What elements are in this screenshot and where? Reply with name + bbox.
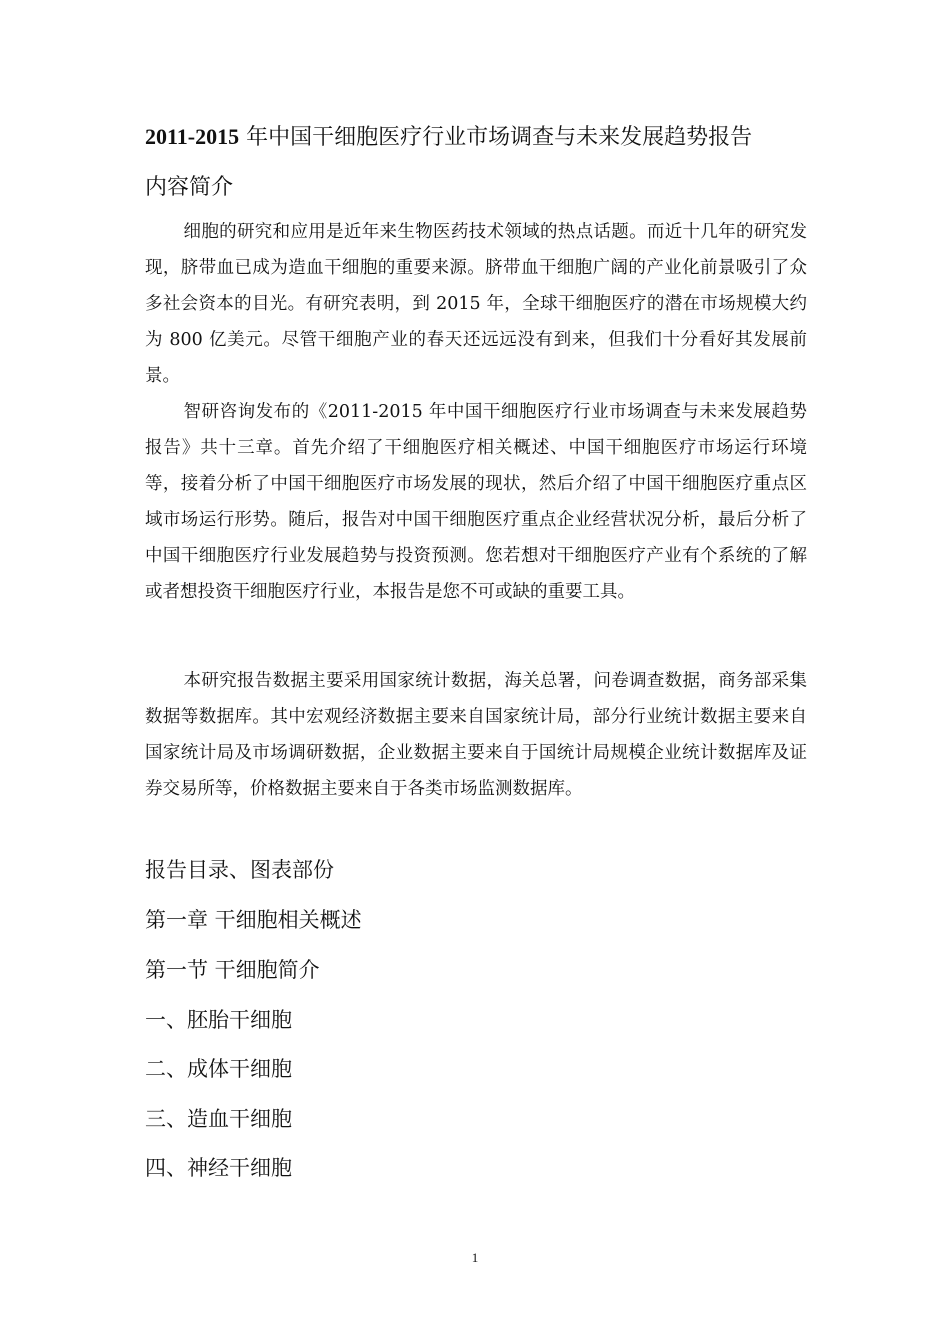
summary-paragraph-1: 细胞的研究和应用是近年来生物医药技术领域的热点话题。而近十几年的研究发现，脐带血已成为造血干细胞的重要来源。脐带血干细胞广阔的产业化前景吸引了众多社会资本的目光。有研究表明，到 2015 年，全球干细胞医疗的潜在市场规模大约为 800 亿美元。尽管干细胞产业的春天还远远没有到来，但我们十分看好其发展前景。 xyxy=(145,222,807,386)
toc-chapter-1: 第一章 干细胞相关概述 xyxy=(145,908,362,932)
report-title-text: 年中国干细胞医疗行业市场调查与未来发展趋势报告 xyxy=(239,125,753,150)
toc-item-adult: 二、成体干细胞 xyxy=(145,1057,292,1081)
summary-paragraph-2: 智研咨询发布的《2011-2015 年中国干细胞医疗行业市场调查与未来发展趋势报告》共十三章。首先介绍了干细胞医疗相关概述、中国干细胞医疗市场运行环境等，接着分析了中国干细胞医疗市场发展的现状，然后介绍了中国干细胞医疗重点区域市场运行形势。随后，报告对中国干细胞医疗重点企业经营状况分析，最后分析了中国干细胞医疗行业发展趋势与投资预测。您若想对干细胞医疗产业有个系统的了解或者想投资干细胞医疗行业，本报告是您不可或缺的重要工具。 xyxy=(145,402,807,602)
page-number: 1 xyxy=(471,1250,479,1265)
report-title xyxy=(145,120,845,155)
toc-item-hematopoietic: 三、造血干细胞 xyxy=(145,1107,292,1131)
summary-paragraph-3: 本研究报告数据主要采用国家统计数据，海关总署，问卷调查数据，商务部采集数据等数据库。其中宏观经济数据主要来自国家统计局，部分行业统计数据主要来自国家统计局及市场调研数据，企业数据主要来自于国统计局规模企业统计数据库及证券交易所等，价格数据主要来自于各类市场监测数据库。 xyxy=(145,671,807,799)
toc-item-neural: 四、神经干细胞 xyxy=(145,1156,292,1180)
toc-section-1: 第一节 干细胞简介 xyxy=(145,958,320,982)
summary-heading: 内容简介 xyxy=(145,175,234,200)
report-title-year: 2011-2015 xyxy=(145,124,240,149)
toc-item-embryonic: 一、胚胎干细胞 xyxy=(145,1008,292,1032)
toc-heading: 报告目录、图表部份 xyxy=(145,858,334,882)
